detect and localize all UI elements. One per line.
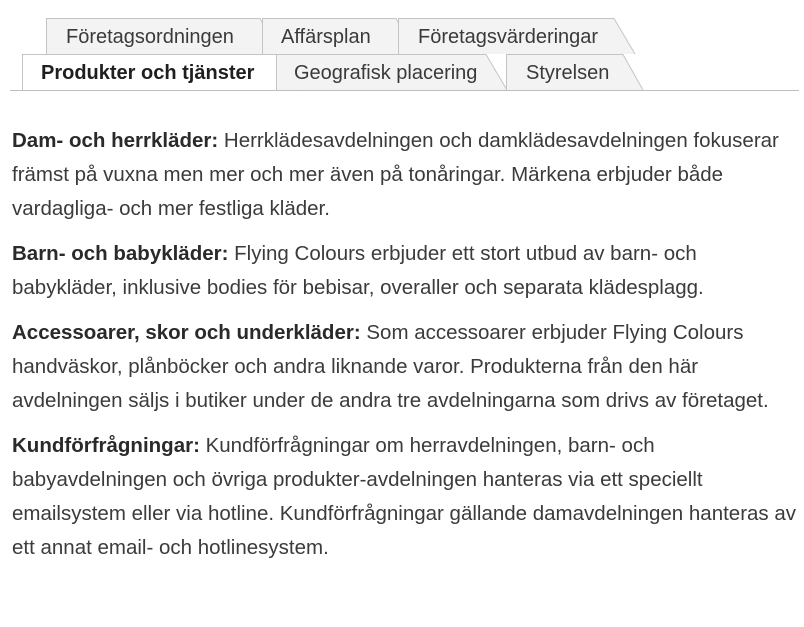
tab-label: Företagsordningen (66, 26, 234, 48)
tab-geografisk-placering[interactable] (276, 54, 508, 90)
paragraph-text: Herrklädesavdelningen och damklädesavdelningen fokuserar främst på vuxna men mer och mer även på tonåringar. Märkena erbjuder både vardagliga- och mer festliga kläder. (12, 129, 779, 220)
paragraph-text: Flying Colours erbjuder ett stort utbud av barn- och babykläder, inklusive bodies för bebisar, overaller och separata klädesplagg. (12, 242, 704, 299)
tab-foretagsvarderingar[interactable] (398, 18, 636, 54)
paragraph-heading: Kundförfrågningar: (12, 434, 200, 457)
tab-baseline-divider (10, 90, 799, 91)
tab-affarsplan[interactable] (262, 18, 418, 54)
paragraph-heading: Barn- och babykläder: (12, 242, 229, 265)
tab-panel-produkter-och-tjanster (12, 124, 797, 576)
tab-label: Styrelsen (526, 62, 610, 84)
tab-label: Geografisk placering (294, 62, 478, 84)
tab-label: Företagsvärderingar (418, 26, 599, 48)
tab-label: Affärsplan (281, 26, 371, 48)
paragraph-accessoarer (12, 316, 797, 418)
tab-styrelsen[interactable] (506, 54, 644, 90)
paragraph-text: Som accessoarer erbjuder Flying Colours handväskor, plånböcker och andra liknande varor. Produkterna från den här avdelningen säljs i butiker under de andra tre avdelningarna som drivs av företaget. (12, 321, 769, 412)
paragraph-barn-och-babyklader (12, 237, 797, 305)
paragraph-text: Kundförfrågningar om herravdelningen, barn- och babyavdelningen och övriga produkter-avdelningen hanteras via ett speciellt emailsystem eller via hotline. Kundförfrågningar gällande damavdelningen hanteras av ett annat email- och hotlinesystem. (12, 434, 797, 559)
paragraph-heading: Dam- och herrkläder: (12, 129, 219, 152)
paragraph-dam-och-herrklader (12, 124, 797, 226)
tab-label: Produkter och tjänster (41, 62, 255, 84)
tab-foretagsordningen[interactable] (46, 18, 282, 54)
tab-bar (0, 0, 804, 92)
paragraph-heading: Accessoarer, skor och underkläder: (12, 321, 361, 344)
tab-produkter-och-tjanster[interactable] (22, 54, 298, 91)
paragraph-kundforfragningar (12, 429, 797, 565)
